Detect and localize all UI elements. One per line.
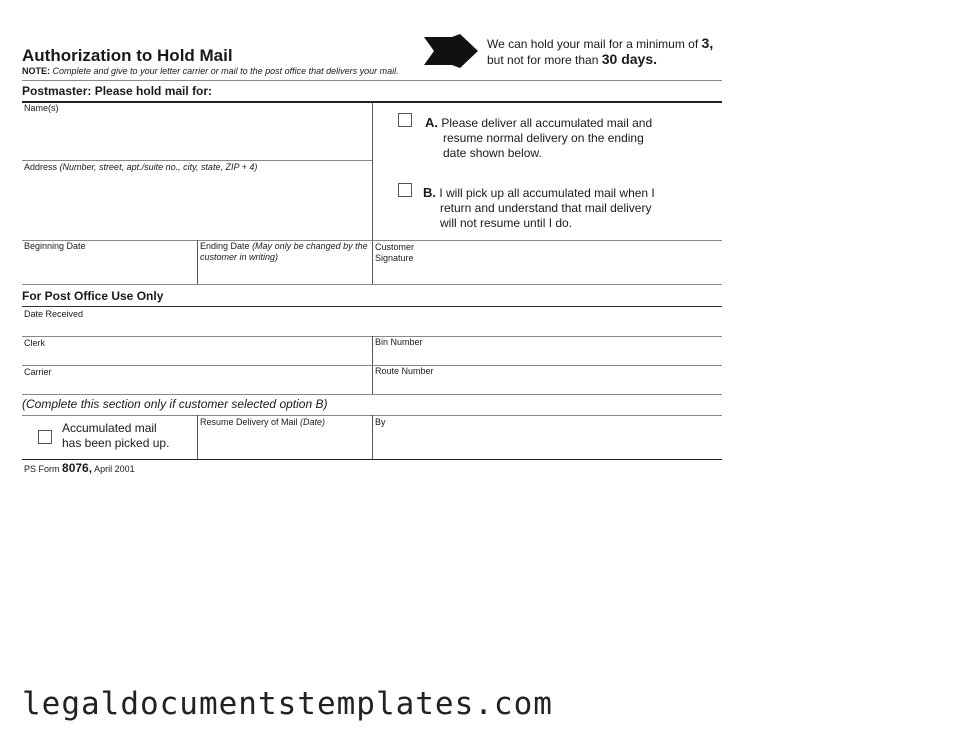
arrow-right-icon: [422, 34, 480, 68]
watermark-text: legaldocumentstemplates.com: [22, 686, 553, 722]
customer-signature-label-2: Signature: [375, 253, 414, 263]
address-label-text: Address: [24, 162, 58, 172]
ending-date-field[interactable]: [198, 264, 371, 283]
resume-delivery-hint: (Date): [300, 417, 326, 427]
address-field[interactable]: [22, 174, 372, 240]
form-title: Authorization to Hold Mail: [22, 46, 233, 65]
beginning-date-field[interactable]: [22, 252, 196, 283]
hold-maximum-text: [487, 51, 657, 67]
names-field[interactable]: [22, 104, 372, 160]
address-hint: (Number, street, apt./suite no., city, state, ZIP + 4): [59, 162, 258, 172]
picked-up-checkbox[interactable]: [38, 430, 52, 444]
postmaster-heading: Postmaster: Please hold mail for:: [22, 84, 213, 98]
beginning-date-label: Beginning Date: [24, 241, 86, 251]
by-field[interactable]: [373, 429, 722, 458]
names-label: Name(s): [24, 103, 59, 113]
note-label: NOTE:: [22, 66, 50, 76]
date-received-field[interactable]: [22, 320, 722, 335]
option-b-section-heading: (Complete this section only if customer selected option B): [22, 397, 328, 411]
hold-max-value: 30 days.: [601, 51, 658, 67]
section-divider: [22, 284, 722, 285]
carrier-field[interactable]: [22, 378, 371, 393]
clerk-label: Clerk: [24, 338, 46, 348]
resume-delivery-field[interactable]: [198, 429, 371, 458]
hold-minimum-text: [487, 35, 713, 51]
option-a-letter: A.: [425, 115, 438, 130]
form-footer: [24, 461, 135, 475]
option-a-line2: resume normal delivery on the ending: [443, 131, 644, 145]
post-office-heading: For Post Office Use Only: [22, 289, 164, 303]
dates-divider: [22, 240, 722, 241]
hold-line2-text: but not for more than: [487, 53, 599, 67]
form-note: [22, 66, 399, 76]
resume-delivery-label-text: Resume Delivery of Mail: [200, 417, 298, 427]
names-divider: [22, 160, 372, 161]
post-office-divider: [22, 306, 722, 307]
form-prefix: PS Form: [24, 464, 60, 474]
customer-signature-label: [375, 242, 414, 264]
option-b-line1: I will pick up all accumulated mail when I: [439, 186, 655, 200]
note-text: Complete and give to your letter carrier or mail to the post office that delivers your mail.: [52, 66, 399, 76]
option-b-checkbox[interactable]: [398, 183, 412, 197]
option-b-text: [423, 185, 655, 231]
address-label: [24, 162, 257, 173]
carrier-label: Carrier: [24, 367, 52, 377]
customer-signature-label-1: Customer: [375, 242, 415, 252]
option-a-text: [425, 115, 652, 161]
options-divider: [372, 102, 373, 284]
hold-min-value: 3,: [701, 35, 714, 51]
by-label: By: [375, 417, 386, 427]
date-received-label: Date Received: [24, 309, 84, 319]
form-number: 8076,: [62, 461, 93, 475]
option-b-line3: will not resume until I do.: [440, 216, 573, 230]
ending-date-label: [200, 241, 370, 263]
option-a-checkbox[interactable]: [398, 113, 412, 127]
option-a-line1: Please deliver all accumulated mail and: [441, 116, 653, 130]
option-b-line2: return and understand that mail delivery: [440, 201, 652, 215]
customer-signature-field[interactable]: [420, 242, 720, 283]
option-a-line3: date shown below.: [443, 146, 542, 160]
bin-number-label: Bin Number: [375, 337, 423, 347]
picked-up-line2: has been picked up.: [62, 436, 170, 450]
form-date: April 2001: [94, 464, 135, 474]
option-b-letter: B.: [423, 185, 436, 200]
hold-line1-text: We can hold your mail for a minimum of: [487, 37, 699, 51]
resume-delivery-label: [200, 417, 325, 428]
route-number-label: Route Number: [375, 366, 434, 376]
picked-up-line1: Accumulated mail: [62, 421, 157, 435]
option-b-section-top: [22, 394, 722, 395]
bin-number-field[interactable]: [373, 349, 722, 364]
carrier-row-divider: [22, 365, 722, 366]
ending-date-label-text: Ending Date: [200, 241, 250, 251]
route-number-field[interactable]: [373, 378, 722, 393]
ending-date-hint: (May only be changed by the customer in writing): [200, 241, 368, 262]
header-divider: [22, 80, 722, 81]
form-bottom-divider: [22, 459, 722, 460]
clerk-field[interactable]: [22, 349, 371, 364]
picked-up-text: [62, 421, 169, 451]
